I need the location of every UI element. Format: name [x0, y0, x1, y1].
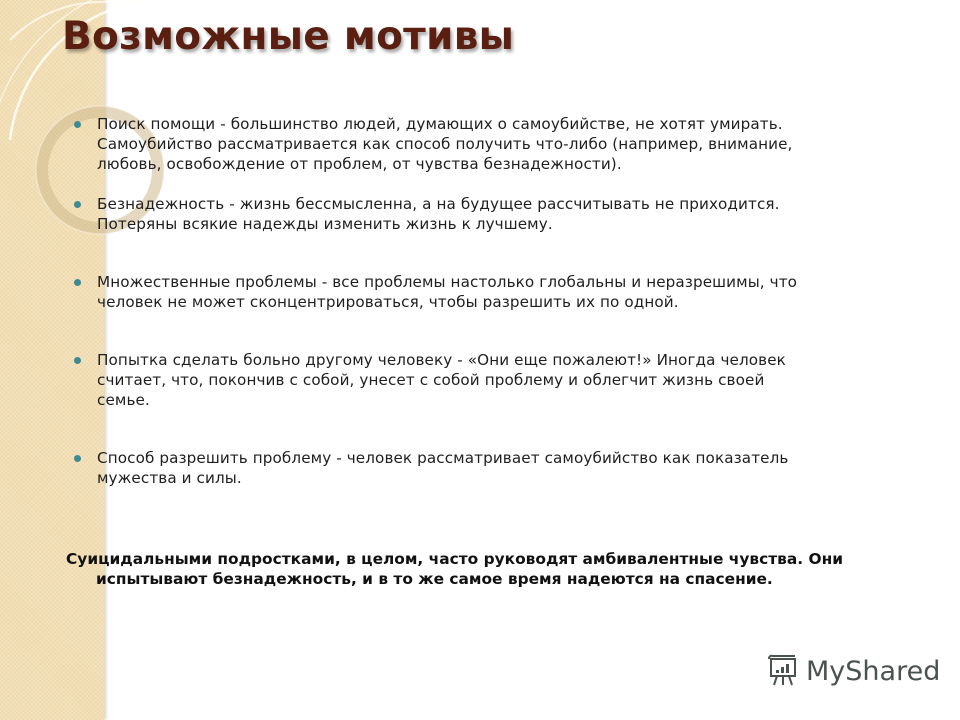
- bullet-line: Самоубийство рассматривается как способ получить что-либо (например, внимание,: [97, 135, 793, 153]
- bullet-line: мужества и силы.: [97, 469, 242, 487]
- bullet-line: Множественные проблемы - все проблемы настолько глобальны и неразрешимы, что: [97, 273, 798, 291]
- list-item: [70, 114, 900, 174]
- bullet-line: любовь, освобождение от проблем, от чувства безнадежности).: [97, 155, 622, 173]
- watermark-label: MyShared: [806, 655, 941, 687]
- bullet-dot-icon: [74, 121, 81, 128]
- conclusion-paragraph: [66, 549, 926, 589]
- bullet-dot-icon: [74, 455, 81, 462]
- conclusion-line-2: испытывают безнадежность, и в то же самое время надеются на спасение.: [96, 570, 773, 588]
- bullet-line: Способ разрешить проблему - человек рассматривает самоубийство как показатель: [97, 449, 789, 467]
- bullet-line: Потеряны всякие надежды изменить жизнь к лучшему.: [97, 215, 553, 233]
- presentation-board-icon: [766, 654, 800, 688]
- slide-title: Возможные мотивы: [62, 14, 515, 59]
- list-item: [70, 272, 900, 312]
- myshared-watermark[interactable]: [766, 654, 940, 688]
- list-item: [70, 350, 900, 410]
- bullet-line: Безнадежность - жизнь бессмысленна, а на будущее рассчитывать не приходится.: [97, 195, 780, 213]
- bullet-dot-icon: [74, 357, 81, 364]
- conclusion-line-1: Суицидальными подростками, в целом, часто руководят амбивалентные чувства. Они: [66, 550, 843, 568]
- bullet-line: Попытка сделать больно другому человеку - «Они еще пожалеют!» Иногда человек: [97, 351, 786, 369]
- list-item: [70, 194, 900, 234]
- bullet-line: считает, что, покончив с собой, унесет с собой проблему и облегчит жизнь своей: [97, 371, 765, 389]
- bullet-dot-icon: [74, 279, 81, 286]
- bullet-line: человек не может сконцентрироваться, чтобы разрешить их по одной.: [97, 293, 679, 311]
- list-item: [70, 448, 900, 488]
- bullet-line: Поиск помощи - большинство людей, думающих о самоубийстве, не хотят умирать.: [97, 115, 783, 133]
- bullet-dot-icon: [74, 201, 81, 208]
- bullet-line: семье.: [97, 391, 150, 409]
- motives-list: [70, 114, 900, 488]
